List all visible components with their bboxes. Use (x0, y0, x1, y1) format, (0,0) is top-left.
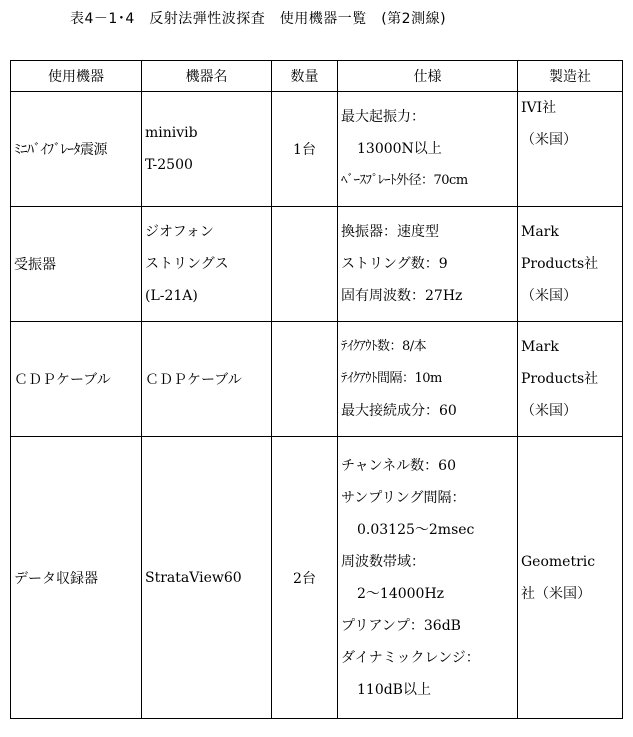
spec-line: ストリング数：9 (341, 256, 448, 272)
spec-line: ﾃｲｸｱｳﾄ数：8/本 (341, 339, 427, 354)
spec-line: ﾍﾞｰｽﾌﾟﾚｰﾄ外径：70cm (341, 173, 468, 188)
spec-cell (338, 437, 518, 719)
spec-line: 最大起振力： (341, 109, 425, 125)
spec-line: プリアンプ：36dB (341, 617, 461, 634)
table-caption: 表4－1･4 反射法弾性波探査 使用機器一覧 (第2測線) (70, 11, 447, 27)
spec-line: チャンネル数：60 (341, 457, 456, 474)
model-line: T-2500 (145, 157, 193, 173)
spec-line: 110dB以上 (357, 681, 431, 698)
equipment-cell: データ収録器 (11, 437, 142, 719)
equipment-cell: ＣＤＰケーブル (11, 322, 142, 437)
maker-line: Mark (521, 224, 559, 240)
table-row (11, 437, 623, 719)
maker-line: IVI社 (521, 100, 557, 116)
maker-cell (518, 207, 623, 322)
model-line: ストリングス (145, 256, 229, 272)
spec-cell (338, 207, 518, 322)
spec-line: ﾃｲｸｱｳﾄ間隔：10m (341, 371, 442, 386)
quantity-cell: 1台 (272, 92, 338, 207)
header-row (11, 61, 623, 92)
spec-cell (338, 92, 518, 207)
spec-line: 固有周波数：27Hz (341, 288, 463, 304)
quantity-cell (272, 322, 338, 437)
table-row (11, 92, 623, 207)
maker-line: （米国） (521, 132, 577, 148)
model-cell (142, 207, 272, 322)
model-line: minivib (145, 125, 198, 141)
spec-line: 2～14000Hz (357, 585, 445, 602)
equipment-cell: 受振器 (11, 207, 142, 322)
model-cell (142, 92, 272, 207)
header-maker: 製造社 (518, 61, 623, 92)
spec-line: 13000N以上 (357, 141, 442, 157)
spec-line: 換振器：速度型 (341, 224, 439, 240)
maker-cell (518, 322, 623, 437)
model-line: (L-21A) (145, 288, 198, 304)
maker-line: Products社 (521, 371, 599, 387)
spec-line: ダイナミックレンジ： (341, 649, 480, 666)
header-model: 機器名 (142, 61, 272, 92)
equipment-cell: ﾐﾆﾊﾞｲﾌﾞﾚｰﾀ震源 (11, 92, 142, 207)
table-row (11, 207, 623, 322)
header-equipment: 使用機器 (11, 61, 142, 92)
model-cell: StrataView60 (142, 437, 272, 719)
maker-line: Products社 (521, 256, 599, 272)
spec-cell (338, 322, 518, 437)
maker-line: （米国） (521, 288, 577, 304)
model-cell: ＣＤＰケーブル (142, 322, 272, 437)
model-line: ジオフォン (145, 224, 214, 240)
spec-line: 0.03125～2msec (357, 521, 475, 538)
equipment-table (10, 60, 623, 719)
maker-cell (518, 437, 623, 719)
table-row (11, 322, 623, 437)
header-quantity: 数量 (272, 61, 338, 92)
maker-line: （米国） (521, 403, 577, 419)
maker-line: Geometric (521, 553, 596, 570)
quantity-cell: 2台 (272, 437, 338, 719)
spec-line: サンプリング間隔： (341, 489, 466, 506)
maker-cell (518, 92, 623, 207)
spec-line: 周波数帯域： (341, 553, 425, 570)
maker-line: Mark (521, 339, 559, 355)
header-spec: 仕様 (338, 61, 518, 92)
quantity-cell (272, 207, 338, 322)
maker-line: 社（米国） (521, 585, 591, 602)
spec-line: 最大接続成分：60 (341, 403, 457, 419)
